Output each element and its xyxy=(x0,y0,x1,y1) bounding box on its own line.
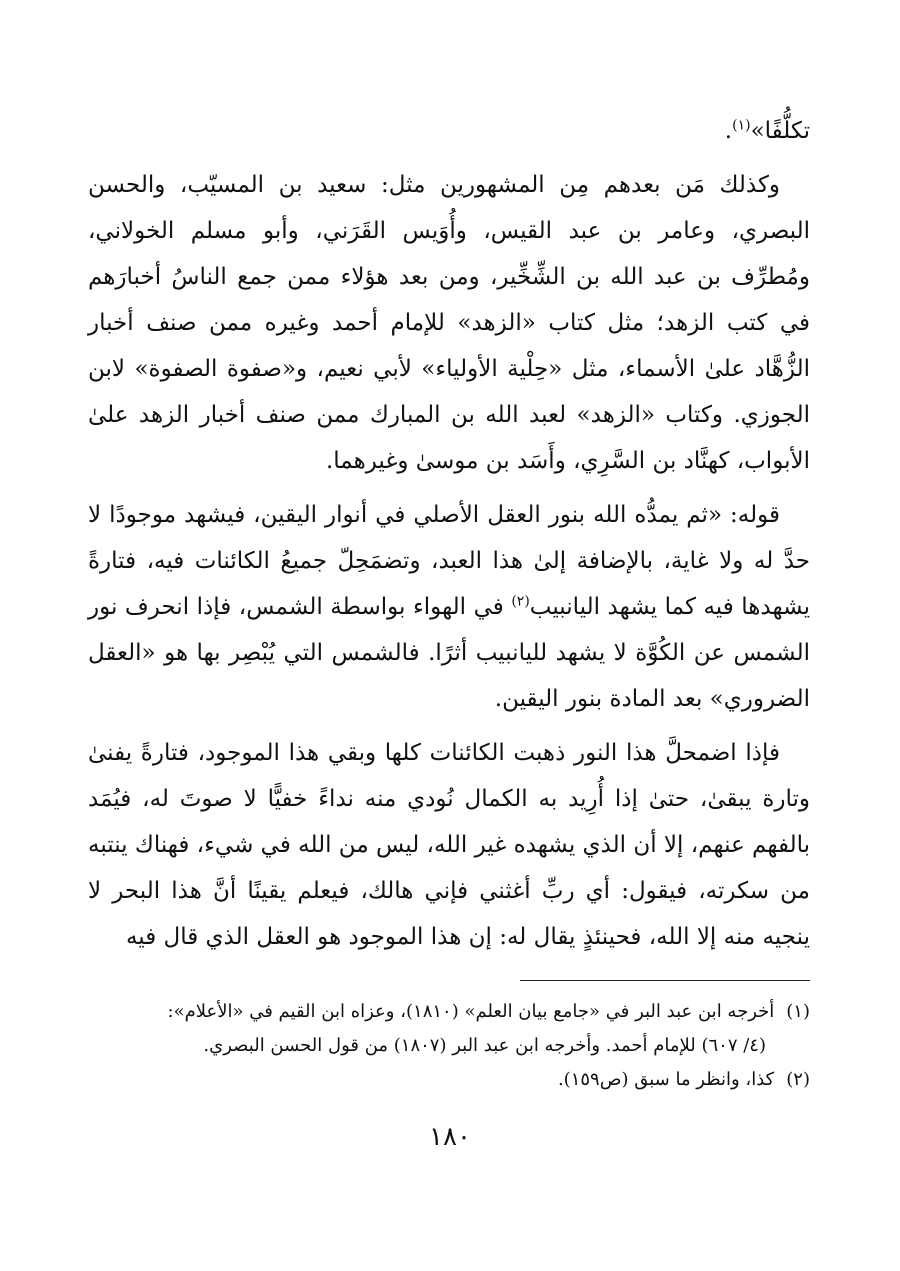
paragraph-4: فإذا اضمحلَّ هذا النور ذهبت الكائنات كلها وبقي هذا الموجود، فتارةً يفنىٰ وتارة يبقىٰ، حتىٰ إذا أُرِيد به الكمال نُودي منه نداءً خفيًّا لا صوتَ له، فيُمَد بالفهم عنهم، إلا أن الذي يشهده غير الله، ليس من الله في شيء، فهناك ينتبه من سكرته، فيقول: أي ربِّ أغثني فإني هالك، فيعلم يقينًا أنَّ هذا البحر لا ينجيه منه إلا الله، فحينئذٍ يقال له: إن هذا الموجود هو العقل الذي قال فيه xyxy=(88,740,810,950)
paragraph-2: وكذلك مَن بعدهم مِن المشهورين مثل: سعيد بن المسيّب، والحسن البصري، وعامر بن عبد القيس، وأُوَيس القَرَني، وأبو مسلم الخولاني، ومُطرِّف بن عبد الله بن الشِّخِّير، ومن بعد هؤلاء ممن جمع الناسُ أخبارَهم في كتب الزهد؛ مثل كتاب «الزهد» للإمام أحمد وغيره ممن صنف أخبار الزُّهَّاد علىٰ الأسماء، مثل «حِلْية الأولياء» لأبي نعيم، و«صفوة الصفوة» لابن الجوزي. وكتاب «الزهد» لعبد الله بن المبارك ممن صنف أخبار الزهد علىٰ الأبواب، كهنَّاد بن السَّرِي، وأَسَد بن موسىٰ وغيرهما. xyxy=(88,172,811,474)
footnote-1 xyxy=(88,995,810,1029)
footnote-divider xyxy=(520,980,810,981)
paragraph-1 xyxy=(88,108,810,154)
paragraph-1-text: تكلُّفًا» xyxy=(750,118,810,144)
footnote-2 xyxy=(88,1063,810,1097)
footnote-1-text: أخرجه ابن عبد البر في «جامع بيان العلم» (١٨١٠)، وعزاه ابن القيم في «الأعلام»: xyxy=(167,1001,775,1022)
main-text xyxy=(88,108,810,968)
footnote-1-number: (١) xyxy=(786,1001,810,1022)
footnote-marker-1[interactable]: (١) xyxy=(732,117,751,134)
footnotes xyxy=(88,995,810,1097)
footnote-1-continuation: (٤/ ٦٠٧) للإمام أحمد. وأخرجه ابن عبد البر (١٨٠٧) من قول الحسن البصري. xyxy=(203,1035,766,1056)
paragraph-3 xyxy=(88,492,810,722)
footnote-marker-2[interactable]: (٢) xyxy=(511,593,530,610)
footnote-2-text: كذا، وانظر ما سبق (ص١٥٩). xyxy=(557,1069,775,1090)
paragraph-3-text-b: في الهواء بواسطة الشمس، فإذا انحرف نور الشمس عن الكُوَّة لا يشهد لليانبيب أثرًا. فالشمس التي يُبْصِر بها هو «العقل الضروري» بعد المادة بنور اليقين. xyxy=(88,594,810,712)
paragraph-1-end: . xyxy=(724,118,733,144)
paragraph-3-text-a: قوله: «ثم يمدُّه الله بنور العقل الأصلي في أنوار اليقين، فيشهد موجودًا لا حدَّ له ولا غاية، بالإضافة إلىٰ هذا العبد، وتضمَحِلّ جميعُ الكائنات فيه، فتارةً يشهدها فيه كما يشهد اليانبيب xyxy=(88,502,810,620)
footnote-2-number: (٢) xyxy=(786,1069,810,1090)
page-number: ١٨٠ xyxy=(429,1122,471,1152)
